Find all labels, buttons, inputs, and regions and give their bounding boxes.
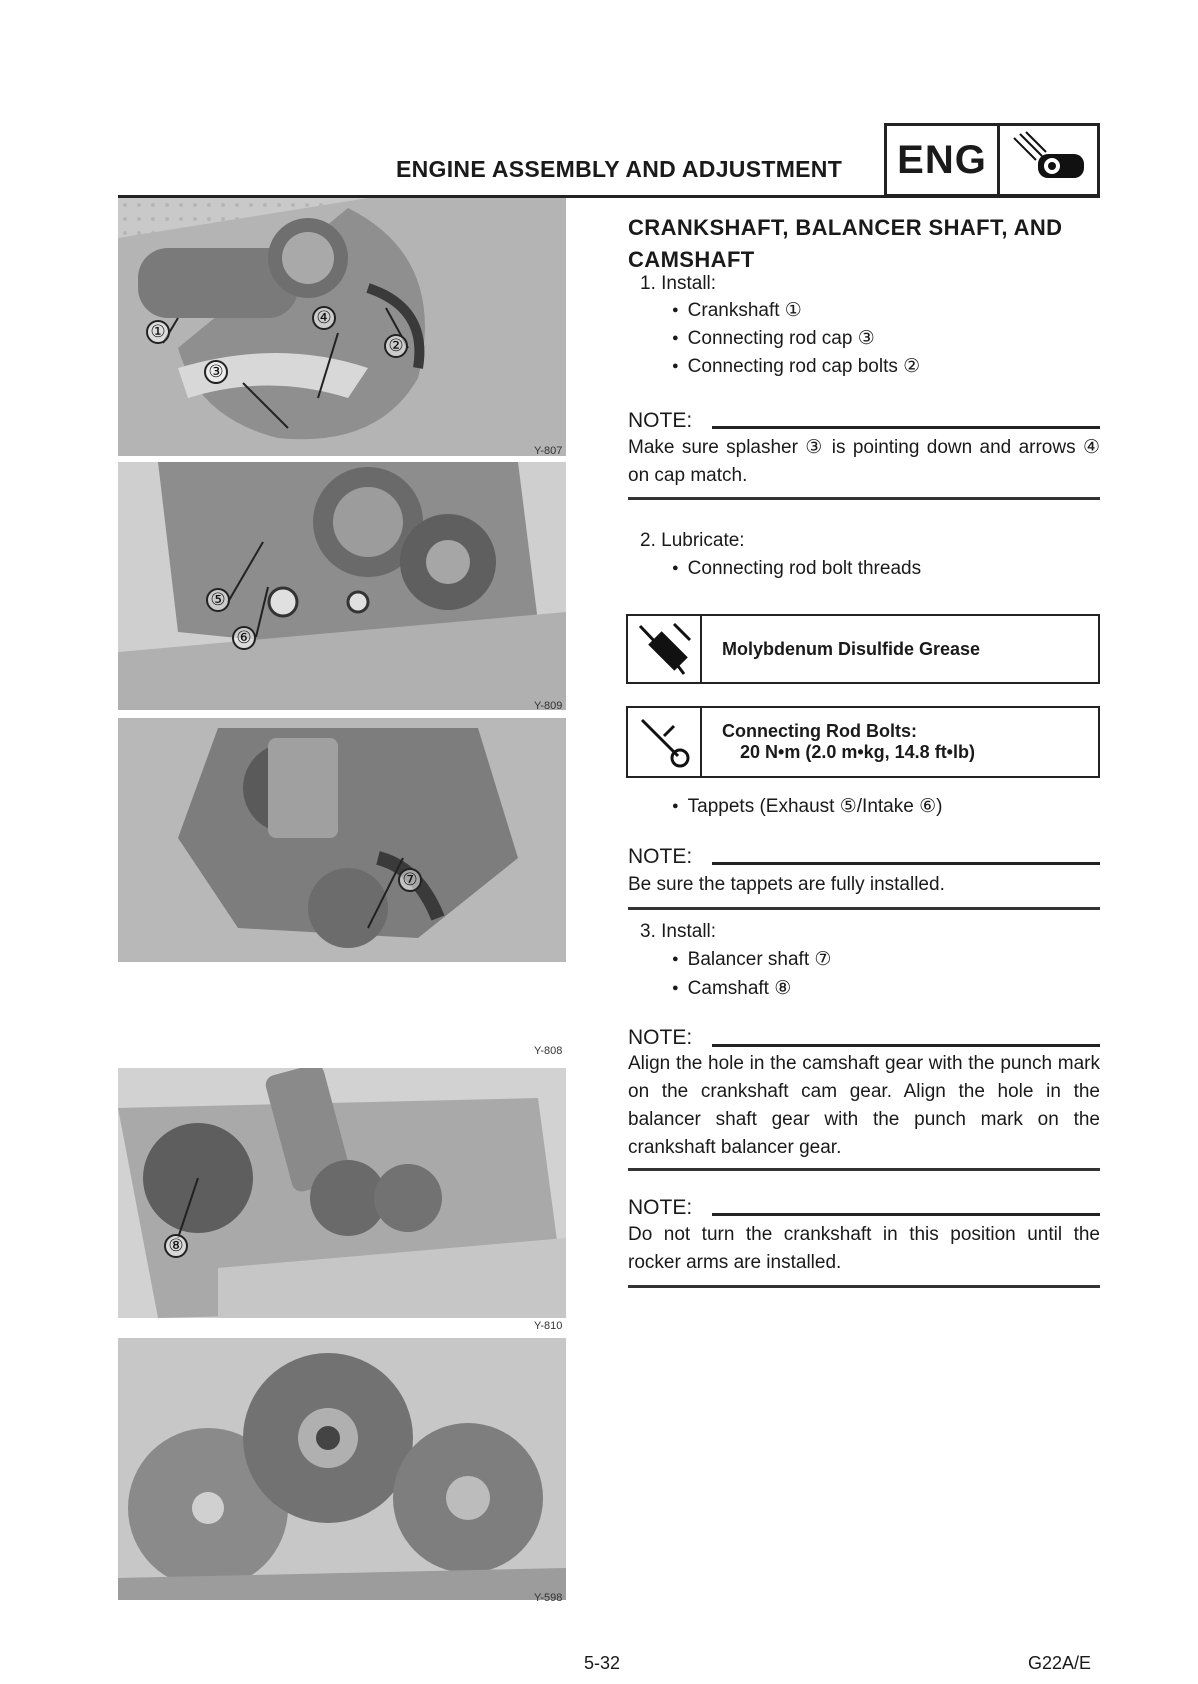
step3-item: ● Balancer shaft ⑦ xyxy=(672,946,831,976)
grease-gun-icon xyxy=(628,616,702,682)
callout-5: ⑤ xyxy=(206,588,230,612)
step1-item: ● Connecting rod cap bolts ② xyxy=(672,353,920,383)
step2-label: 2. Lubricate: xyxy=(640,530,745,551)
photo-tappets xyxy=(118,462,566,710)
eng-badge xyxy=(884,123,1100,197)
torque-spec-text xyxy=(702,708,1098,776)
photo-camshaft xyxy=(118,1068,566,1318)
torque-spec-title: Connecting Rod Bolts: xyxy=(722,721,917,741)
callout-1: ① xyxy=(146,320,170,344)
photo-caption: Y-808 xyxy=(534,1045,563,1057)
callout-2: ② xyxy=(384,334,408,358)
step1-item: ● Connecting rod cap ③ xyxy=(672,325,875,355)
torque-spec-value: 20 N•m (2.0 m•kg, 14.8 ft•lb) xyxy=(740,742,975,762)
note-text: Do not turn the crankshaft in this position until the rocker arms are installed. xyxy=(628,1224,1100,1273)
tappets-item: ● Tappets (Exhaust ⑤/Intake ⑥) xyxy=(672,793,942,823)
torque-wrench-icon xyxy=(628,708,702,776)
note-rule xyxy=(712,426,1100,429)
grease-spec-text: Molybdenum Disulfide Grease xyxy=(722,638,981,659)
step1-label: 1. Install: xyxy=(640,273,717,294)
note-text: Be sure the tappets are fully installed. xyxy=(628,874,945,895)
step1-item: ● Crankshaft ① xyxy=(672,297,802,327)
grease-spec-box xyxy=(626,614,1100,684)
photo-caption: Y-598 xyxy=(534,1592,563,1604)
note-end-rule xyxy=(628,907,1100,910)
note-text: Make sure splasher ③ is pointing down and arrows ④ on cap match. xyxy=(628,437,1100,486)
photo-gear-alignment xyxy=(118,1338,566,1600)
note-label: NOTE: xyxy=(628,1026,693,1049)
note-rule xyxy=(712,1213,1100,1216)
step2-item: ● Connecting rod bolt threads xyxy=(672,555,921,585)
callout-8: ⑧ xyxy=(164,1234,188,1258)
note-text: Align the hole in the camshaft gear with the punch mark on the crankshaft cam gear. Align the hole in the balancer shaft gear with the punch mark on the crankshaft balancer gear. xyxy=(628,1053,1100,1158)
section-title-line1: CRANKSHAFT, BALANCER SHAFT, AND xyxy=(628,215,1063,240)
torque-spec-box xyxy=(626,706,1100,778)
note-end-rule xyxy=(628,497,1100,500)
photo-caption: Y-807 xyxy=(534,445,563,457)
step3-item: ● Camshaft ⑧ xyxy=(672,975,791,1005)
eng-badge-label: ENG xyxy=(887,126,1000,194)
note-end-rule xyxy=(628,1285,1100,1288)
engine-icon xyxy=(1000,126,1097,194)
callout-7: ⑦ xyxy=(398,868,422,892)
page-header-title: ENGINE ASSEMBLY AND ADJUSTMENT xyxy=(396,156,843,182)
page-number: 5-32 xyxy=(584,1653,621,1673)
section-title xyxy=(628,212,1100,276)
section-title-line2: CAMSHAFT xyxy=(628,247,755,272)
note-label: NOTE: xyxy=(628,1196,693,1219)
note-rule xyxy=(712,1044,1100,1047)
photo-caption: Y-809 xyxy=(534,700,563,712)
photo-balancer-shaft xyxy=(118,718,566,962)
note-rule xyxy=(712,862,1100,865)
callout-4: ④ xyxy=(312,306,336,330)
note-end-rule xyxy=(628,1168,1100,1171)
photo-caption: Y-810 xyxy=(534,1320,563,1332)
callout-3: ③ xyxy=(204,360,228,384)
step3-label: 3. Install: xyxy=(640,921,717,942)
photo-crankshaft-install xyxy=(118,198,566,456)
document-code: G22A/E xyxy=(1028,1653,1092,1673)
note-label: NOTE: xyxy=(628,845,693,868)
note-label: NOTE: xyxy=(628,409,693,432)
callout-6: ⑥ xyxy=(232,626,256,650)
